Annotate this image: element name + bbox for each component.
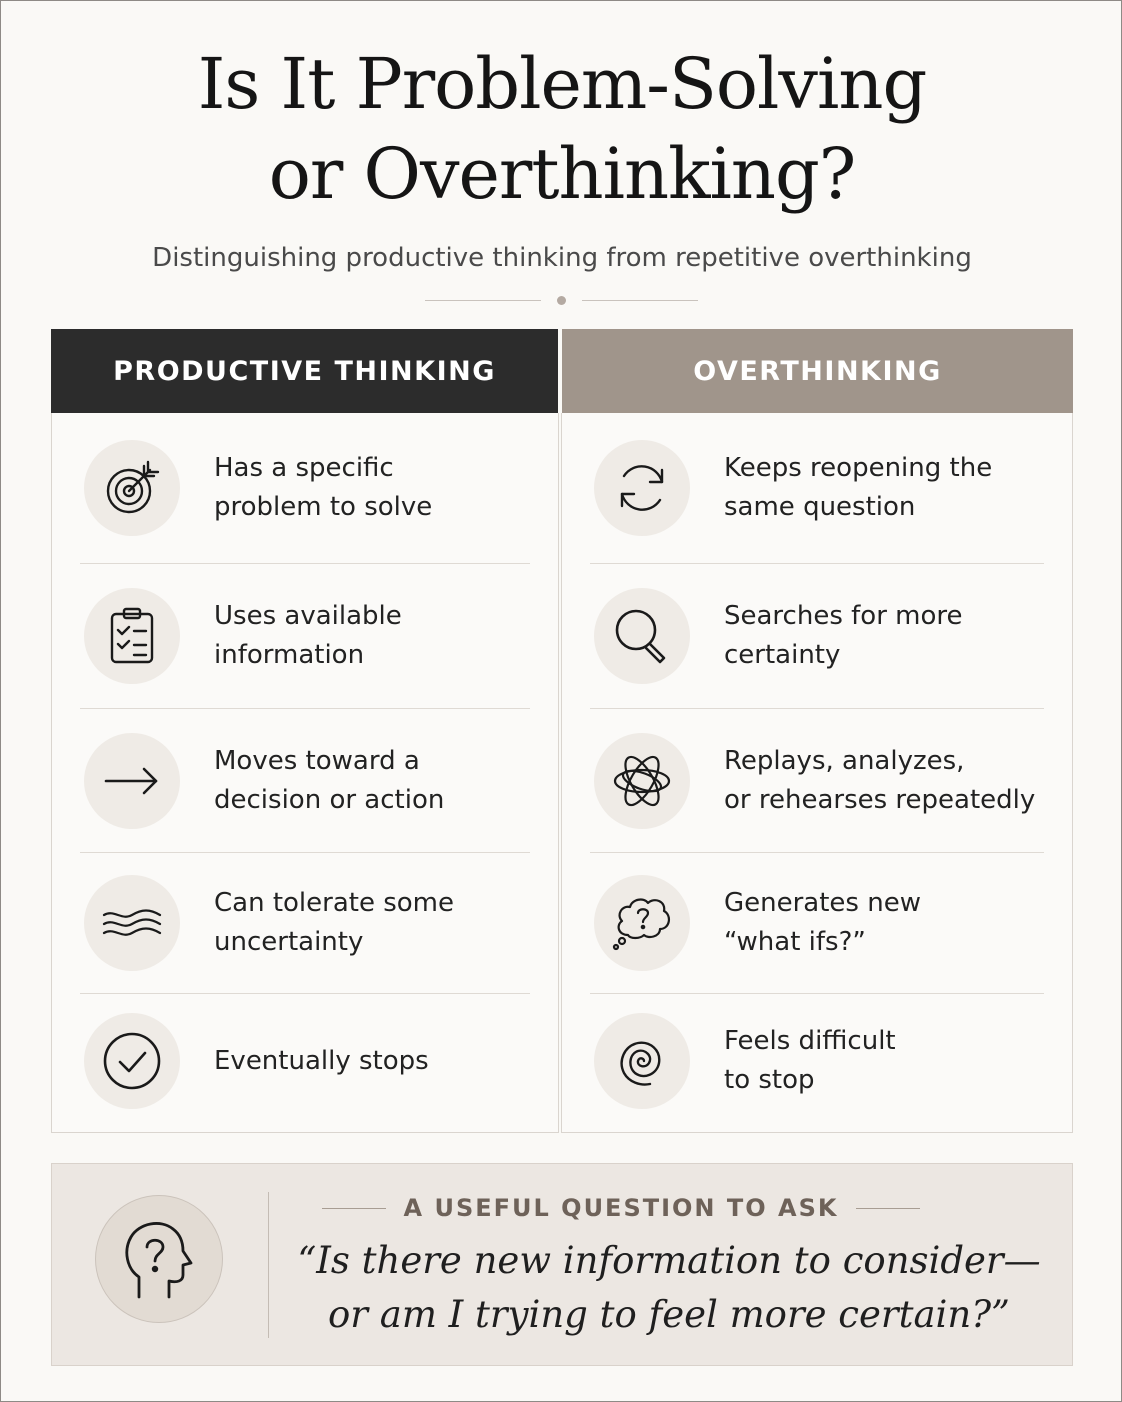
arrow-right-icon: [84, 733, 180, 829]
list-item: [80, 709, 530, 853]
head-question-icon: [95, 1195, 223, 1323]
list-item-text: Has a specific problem to solve: [214, 453, 433, 522]
list-item: [590, 564, 1044, 709]
list-item-text: Generates new “what ifs?”: [724, 888, 921, 957]
list-item-text: Moves toward a decision or action: [214, 745, 445, 815]
page-title: [1, 39, 1122, 219]
list-item: [590, 413, 1044, 564]
list-item: [80, 994, 530, 1128]
overthinking-panel: [561, 413, 1073, 1133]
title-line-2: or Overthinking?: [268, 133, 856, 215]
list-item: [80, 853, 530, 994]
orbit-tangle-icon: [594, 733, 690, 829]
waves-icon: [84, 875, 180, 971]
list-item-text: Replays, analyzes, or rehearses repeatedly: [724, 745, 1036, 815]
divider-line-right: [582, 300, 698, 301]
page-subtitle: Distinguishing productive thinking from repetitive overthinking: [152, 243, 972, 273]
list-item: [590, 853, 1044, 994]
list-item-text: Feels difficult to stop: [724, 1026, 896, 1095]
spiral-icon: [594, 1013, 690, 1109]
callout-quote: “Is there new information to consider— or am I trying to feel more certain?”: [297, 1239, 1041, 1336]
list-item-text: Eventually stops: [214, 1045, 429, 1076]
list-item-text: Keeps reopening the same question: [724, 453, 993, 522]
refresh-cycle-icon: [594, 440, 690, 536]
clipboard-checklist-icon: [84, 588, 180, 684]
list-item: [590, 709, 1044, 853]
label-rule-left: [322, 1208, 386, 1209]
check-circle-icon: [84, 1013, 180, 1109]
list-item: [80, 564, 530, 709]
callout-divider: [268, 1192, 269, 1338]
productive-thinking-panel: [51, 413, 559, 1133]
list-item-text: Searches for more certainty: [724, 601, 963, 670]
list-item-text: Uses available information: [214, 601, 402, 670]
target-icon: [84, 440, 180, 536]
title-line-1: Is It Problem-Solving: [197, 43, 927, 125]
thought-bubble-question-icon: [594, 875, 690, 971]
list-item-text: Can tolerate some uncertainty: [214, 888, 455, 957]
overthinking-header: OVERTHINKING: [562, 329, 1073, 413]
productive-thinking-header: PRODUCTIVE THINKING: [51, 329, 558, 413]
magnifier-icon: [594, 588, 690, 684]
divider-line-left: [425, 300, 541, 301]
label-rule-right: [856, 1208, 920, 1209]
list-item: [80, 413, 530, 564]
callout-label: A USEFUL QUESTION TO ASK: [322, 1194, 920, 1222]
divider-dot: [557, 296, 566, 305]
useful-question-callout: [51, 1163, 1073, 1366]
list-item: [590, 994, 1044, 1128]
